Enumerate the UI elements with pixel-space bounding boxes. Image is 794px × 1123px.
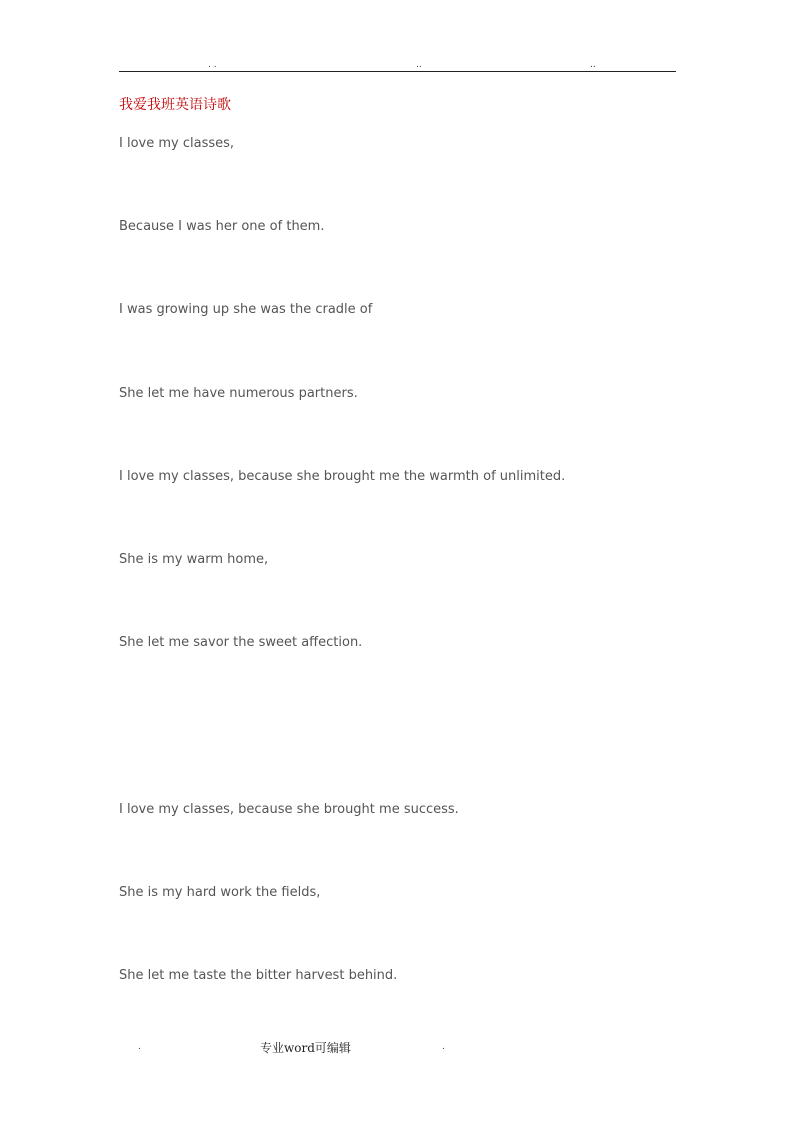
header-mark-left: . .: [208, 60, 217, 70]
footer-mark-left: .: [138, 1042, 141, 1052]
poem-line-7: She let me savor the sweet affection.: [119, 635, 363, 650]
poem-line-5: I love my classes, because she brought me the warmth of unlimited.: [119, 469, 566, 484]
header-divider: [119, 71, 676, 72]
poem-line-2: Because I was her one of them.: [119, 219, 325, 234]
poem-line-4: She let me have numerous partners.: [119, 386, 358, 401]
poem-line-10: She let me taste the bitter harvest behind.: [119, 968, 398, 983]
poem-line-3: I was growing up she was the cradle of: [119, 302, 373, 317]
poem-line-9: She is my hard work the fields,: [119, 885, 321, 900]
header-mark-center: ..: [416, 60, 422, 70]
poem-line-1: I love my classes,: [119, 136, 235, 151]
header-mark-right: ..: [590, 60, 596, 70]
poem-title: 我爱我班英语诗歌: [119, 97, 231, 113]
footer-label: 专业word可编辑: [260, 1041, 351, 1055]
poem-line-8: I love my classes, because she brought me success.: [119, 802, 459, 817]
poem-line-6: She is my warm home,: [119, 552, 269, 567]
footer-mark-right: .: [442, 1042, 445, 1052]
